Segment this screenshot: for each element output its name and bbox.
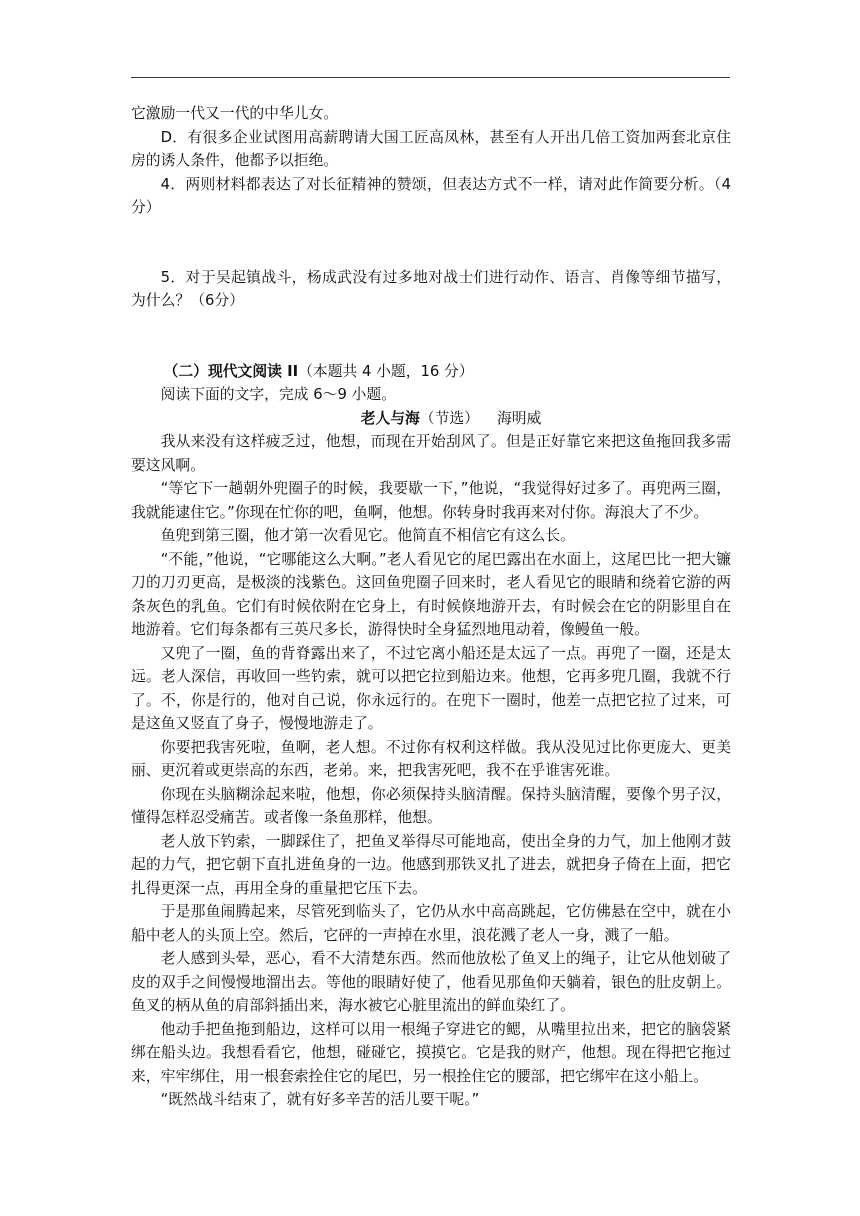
- section-heading: [131, 360, 731, 384]
- article-paragraph: “既然战斗结束了，就有好多辛苦的活儿要干呢。”: [160, 1091, 480, 1108]
- article-paragraph: 老人感到头晕，恶心，看不大清楚东西。然而他放松了鱼叉上的绳子，让它从他划破了皮的双手之间慢慢地溜出去。等他的眼睛好使了，他看见那鱼仰天躺着，银色的肚皮朝上。鱼叉的柄从鱼的肩部斜插出来，海水被它心脏里流出的鲜血染红了。: [131, 950, 731, 1014]
- article-paragraph: 他动手把鱼拖到船边，这样可以用一根绳子穿进它的鳃，从嘴里拉出来，把它的脑袋紧绑在船头边。我想看看它，他想，碰碰它，摸摸它。它是我的财产，他想。现在得把它拖过来，牢牢绑住，用一根套索拴住它的尾巴，另一根拴住它的腰部，把它绑牢在这小船上。: [131, 1020, 731, 1085]
- question-4: 4．两则材料都表达了对长征精神的赞颂，但表达方式不一样，请对此作简要分析。（4分）: [131, 175, 731, 216]
- section-heading-note: （本题共 4 小题，16 分）: [298, 362, 474, 380]
- article-title: 老人与海: [360, 409, 420, 427]
- answer-space-4: [131, 220, 731, 266]
- page-header-rule: [131, 77, 730, 78]
- page-body: [131, 102, 731, 1112]
- article-paragraph: 于是那鱼闹腾起来，尽管死到临头了，它仍从水中高高跳起，它仿佛悬在空中，就在小船中老人的头顶上空。然后，它砰的一声掉在水里，浪花溅了老人一身，溅了一船。: [131, 903, 731, 944]
- section-instruction: 阅读下面的文字，完成 6～9 小题。: [160, 386, 396, 403]
- article-paragraph: 你现在头脑糊涂起来啦，他想，你必须保持头脑清醒。保持头脑清醒，要像个男子汉，懂得怎样忍受痛苦。或者像一条鱼那样，他想。: [131, 785, 731, 826]
- article-paragraph: “不能，”他说，“它哪能这么大啊。”老人看见它的尾巴露出在水面上，这尾巴比一把大镰刀的刀刃更高，是极淡的浅紫色。这回鱼兜圈子回来时，老人看见它的眼睛和绕着它游的两条灰色的乳鱼。它们有时候依附在它身上，有时候倏地游开去，有时候会在它的阴影里自在地游着。它们每条都有三英尺多长，游得快时全身猛烈地甩动着，像鳗鱼一般。: [131, 550, 731, 638]
- article-paragraph: “等它下一趟朝外兜圈子的时候，我要歇一下，”他说，“我觉得好过多了。再兜两三圈，我就能逮住它。”你现在忙你的吧，鱼啊，他想。你转身时我再来对付你。海浪大了不少。: [131, 480, 731, 521]
- article-paragraph: 又兜了一圈，鱼的背脊露出来了，不过它离小船还是太远了一点。再兜了一圈，还是太远。老人深信，再收回一些钓索，就可以把它拉到船边来。他想，它再多兜几圈，我就不行了。不，你是行的，他对自己说，你永远行的。在兜下一圈时，他差一点把它拉了过来，可是这鱼又竖直了身子，慢慢地游走了。: [131, 644, 731, 732]
- article-paragraph: 鱼兜到第三圈，他才第一次看见它。他简直不相信它有这么长。: [160, 527, 575, 544]
- option-d: D．有很多企业试图用高薪聘请大国工匠高凤林，甚至有人开出几倍工资加两套北京住房的诱人条件，他都予以拒绝。: [131, 128, 731, 169]
- article-paragraph: 老人放下钓索，一脚踩住了，把鱼叉举得尽可能地高，使出全身的力气，加上他刚才鼓起的力气，把它朝下直扎进鱼身的一边。他感到那铁叉扎了进去，就把身子倚在上面，把它扎得更深一点，再用全身的重量把它压下去。: [131, 832, 731, 897]
- question-5: 5．对于吴起镇战斗，杨成武没有过多地对战士们进行动作、语言、肖像等细节描写，为什么？（6分）: [131, 268, 731, 309]
- continued-text: 它激励一代又一代的中华儿女。: [131, 105, 339, 122]
- article-paragraph: 我从来没有这样疲乏过，他想，而现在开始刮风了。但是正好靠它来把这鱼拖回我多需要这风啊。: [131, 433, 731, 474]
- section-heading-label: （二）现代文阅读 II: [163, 362, 299, 380]
- article-paragraph: 你要把我害死啦，鱼啊，老人想。不过你有权利这样做。我从没见过比你更庞大、更美丽、更沉着或更崇高的东西，老弟。来，把我害死吧，我不在乎谁害死谁。: [131, 738, 731, 779]
- article-title-line: [131, 407, 731, 431]
- article-subtitle: （节选）: [419, 409, 479, 427]
- article-author: 海明威: [497, 409, 542, 427]
- answer-space-5: [131, 313, 731, 360]
